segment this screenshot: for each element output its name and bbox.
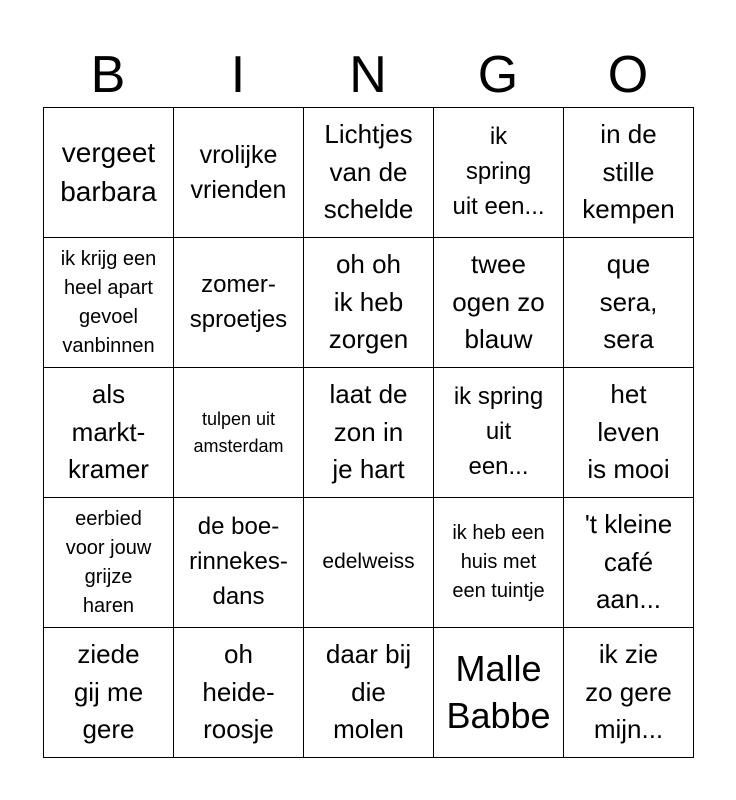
bingo-cell[interactable] bbox=[434, 498, 564, 628]
cell-text: edelweiss bbox=[322, 550, 415, 574]
cell-text: ik spring uit een... bbox=[452, 123, 545, 220]
cell-text: eerbied voor jouw grijze haren bbox=[65, 507, 152, 617]
bingo-cell[interactable] bbox=[434, 238, 564, 368]
bingo-cell[interactable] bbox=[174, 238, 304, 368]
bingo-cell[interactable] bbox=[304, 498, 434, 628]
cell-text: laat de zon in je hart bbox=[329, 378, 408, 485]
cell-text: ik spring uit een... bbox=[453, 383, 544, 480]
cell-text: Lichtjes van de schelde bbox=[323, 118, 414, 225]
bingo-cell[interactable] bbox=[564, 498, 694, 628]
bingo-cell[interactable] bbox=[44, 498, 174, 628]
cell-text: Malle Babbe bbox=[446, 647, 551, 736]
bingo-cell[interactable] bbox=[304, 238, 434, 368]
bingo-cell[interactable] bbox=[44, 628, 174, 758]
cell-text: daar bij die molen bbox=[325, 638, 412, 745]
bingo-cell[interactable] bbox=[174, 368, 304, 498]
bingo-cell[interactable] bbox=[44, 108, 174, 238]
cell-text: als markt- kramer bbox=[68, 378, 149, 485]
bingo-cell[interactable] bbox=[174, 498, 304, 628]
cell-text: ik krijg een heel apart gevoel vanbinnen bbox=[60, 247, 157, 357]
cell-text: in de stille kempen bbox=[582, 118, 675, 225]
bingo-cell[interactable] bbox=[304, 108, 434, 238]
bingo-cell[interactable] bbox=[174, 108, 304, 238]
cell-text: que sera, sera bbox=[599, 248, 658, 355]
header-letter-i: I bbox=[230, 46, 246, 104]
cell-text: zomer- sproetjes bbox=[189, 270, 288, 333]
bingo-cell[interactable] bbox=[174, 628, 304, 758]
bingo-cell[interactable] bbox=[564, 628, 694, 758]
bingo-cell[interactable] bbox=[434, 628, 564, 758]
bingo-cell[interactable] bbox=[564, 108, 694, 238]
bingo-cell[interactable] bbox=[304, 368, 434, 498]
cell-text: tulpen uit amsterdam bbox=[193, 408, 284, 456]
cell-text: vergeet barbara bbox=[60, 136, 157, 207]
header-letter-o: O bbox=[607, 46, 649, 104]
bingo-cell[interactable] bbox=[564, 368, 694, 498]
bingo-cell[interactable] bbox=[44, 368, 174, 498]
cell-text: de boe- rinnekes- dans bbox=[189, 513, 288, 610]
bingo-board bbox=[43, 107, 694, 758]
cell-text: oh heide- roosje bbox=[202, 638, 275, 745]
bingo-header bbox=[43, 44, 693, 106]
bingo-cell[interactable] bbox=[44, 238, 174, 368]
cell-text: oh oh ik heb zorgen bbox=[328, 248, 409, 355]
bingo-cell[interactable] bbox=[564, 238, 694, 368]
header-letter-b: B bbox=[90, 46, 126, 104]
cell-text: vrolijke vrienden bbox=[190, 140, 287, 204]
bingo-cell[interactable] bbox=[434, 368, 564, 498]
cell-text: ik zie zo gere mijn... bbox=[585, 638, 672, 745]
cell-text: 't kleine café aan... bbox=[584, 508, 673, 615]
cell-text: twee ogen zo blauw bbox=[452, 248, 545, 355]
cell-text: het leven is mooi bbox=[587, 378, 670, 485]
header-letter-g: G bbox=[477, 46, 519, 104]
header-letter-n: N bbox=[349, 46, 387, 104]
cell-text: ik heb een huis met een tuintje bbox=[452, 522, 545, 602]
bingo-cell[interactable] bbox=[304, 628, 434, 758]
bingo-cell[interactable] bbox=[434, 108, 564, 238]
cell-text: ziede gij me gere bbox=[73, 638, 144, 745]
